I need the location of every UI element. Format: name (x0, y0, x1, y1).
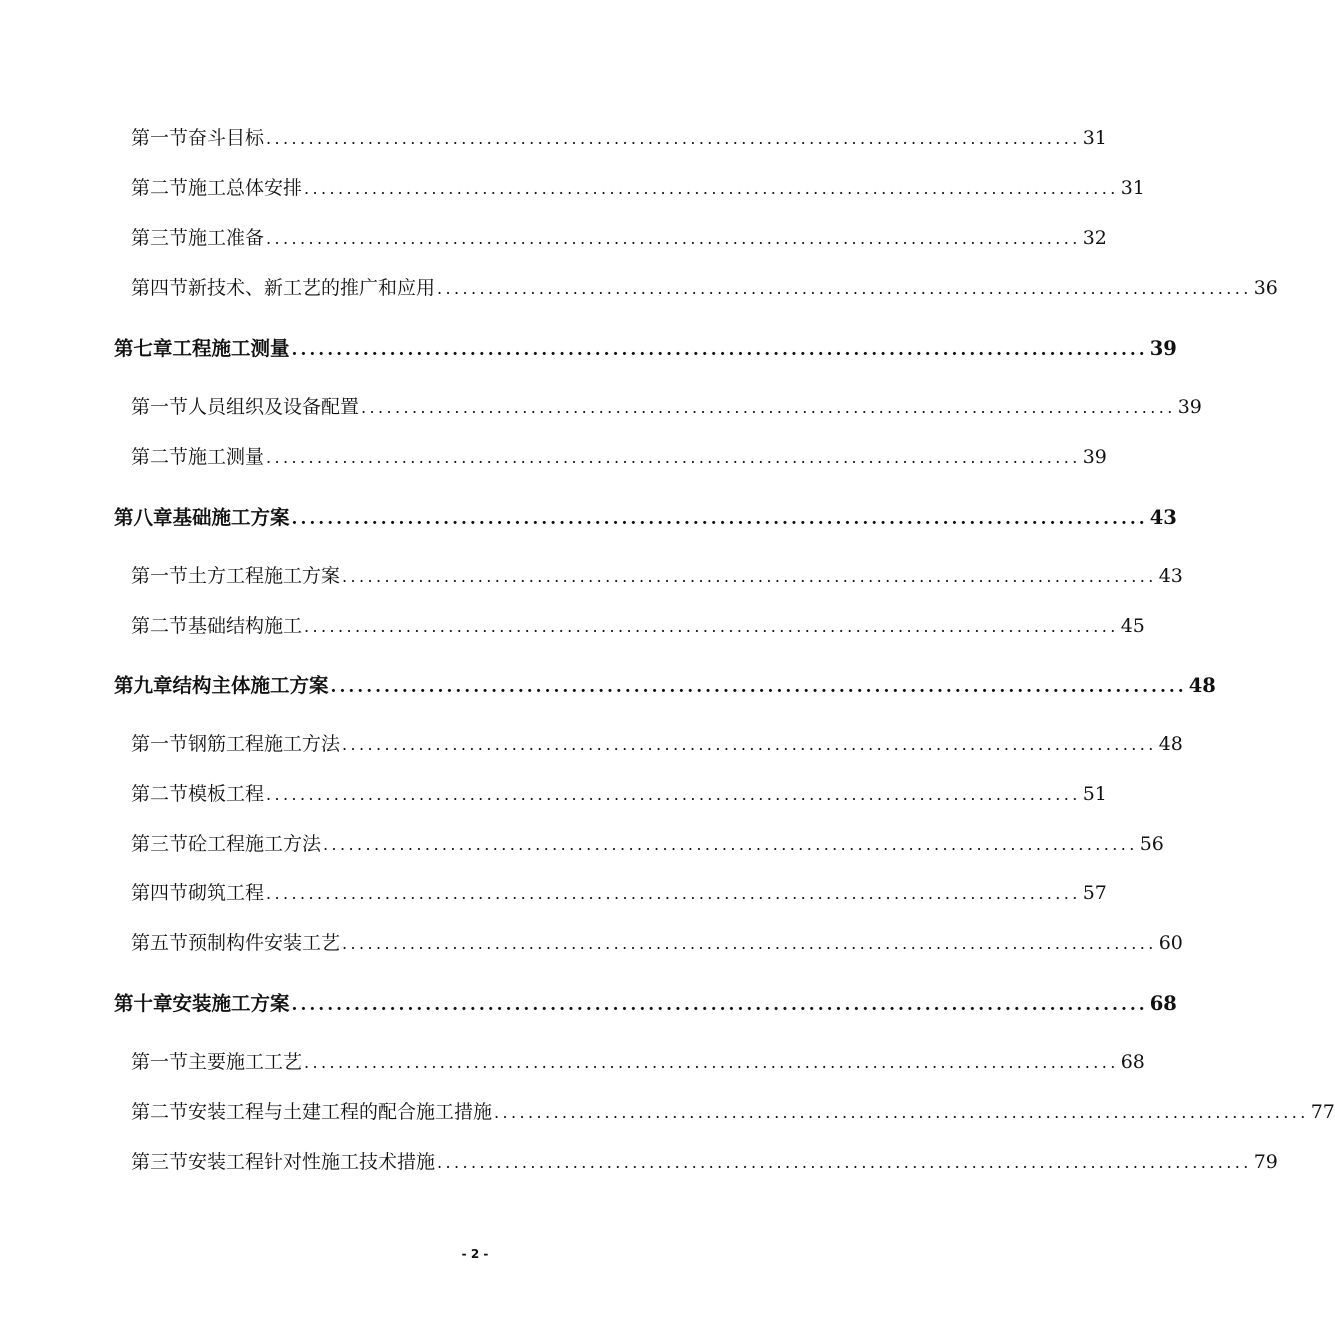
toc-entry-page: 31 (1120, 177, 1145, 199)
toc-entry[interactable] (131, 829, 1164, 856)
toc-chapter-title: 结构主体施工方案 (172, 674, 329, 697)
toc-entry-title: 砌筑工程 (188, 882, 265, 904)
toc-chapter-page: 39 (1149, 337, 1177, 360)
dot-leader: ................................................................................................ (266, 229, 1081, 248)
toc-entry-number: 第一节 (131, 127, 189, 149)
toc-entry[interactable] (131, 729, 1183, 756)
toc-entry[interactable] (131, 611, 1145, 638)
toc-entry-title: 施工准备 (188, 227, 265, 249)
toc-entry-title: 预制构件安装工艺 (188, 932, 341, 954)
dot-leader: ................................................................................................ (323, 835, 1138, 854)
dot-leader: ................................................................................................ (266, 884, 1081, 903)
toc-entry[interactable] (131, 273, 1278, 300)
dot-leader: ................................................................................................ (291, 509, 1148, 529)
toc-chapter-page: 68 (1149, 992, 1177, 1015)
toc-entry[interactable] (131, 779, 1107, 806)
dot-leader: ................................................................................................ (437, 279, 1252, 298)
toc-entry-number: 第一节 (131, 396, 189, 418)
toc-entry-page: 79 (1253, 1151, 1278, 1173)
toc-chapter-page: 43 (1149, 506, 1177, 529)
toc-entry-number: 第五节 (131, 932, 189, 954)
toc-entry-title: 模板工程 (188, 783, 265, 805)
toc-chapter[interactable] (114, 502, 1177, 530)
dot-leader: ................................................................................................ (342, 567, 1157, 586)
toc-entry[interactable] (131, 442, 1107, 469)
toc-entry-title: 主要施工工艺 (188, 1051, 303, 1073)
dot-leader: ................................................................................................ (330, 677, 1187, 697)
toc-entry-page: 36 (1253, 277, 1278, 299)
toc-entry[interactable] (131, 123, 1107, 150)
toc-entry-title: 安装工程针对性施工技术措施 (188, 1151, 436, 1173)
toc-entry-title: 施工总体安排 (188, 177, 303, 199)
toc-chapter-title: 工程施工测量 (172, 337, 290, 360)
dot-leader: ................................................................................................ (291, 340, 1148, 360)
toc-entry-page: 60 (1158, 932, 1183, 954)
toc-entry-title: 人员组织及设备配置 (188, 396, 360, 418)
toc-entry[interactable] (131, 928, 1183, 955)
dot-leader: ................................................................................................ (304, 1053, 1119, 1072)
toc-entry-page: 39 (1177, 396, 1202, 418)
toc-entry-number: 第三节 (131, 833, 189, 855)
toc-entry-title: 钢筋工程施工方法 (188, 733, 341, 755)
toc-entry[interactable] (131, 1097, 1335, 1124)
toc-entry-title: 安装工程与土建工程的配合施工措施 (188, 1101, 493, 1123)
dot-leader: ................................................................................................ (342, 934, 1157, 953)
toc-entry-page: 45 (1120, 615, 1145, 637)
toc-entry-page: 68 (1120, 1051, 1145, 1073)
dot-leader: ................................................................................................ (266, 448, 1081, 467)
toc-entry[interactable] (131, 173, 1145, 200)
toc-entry-number: 第四节 (131, 882, 189, 904)
toc-chapter[interactable] (114, 333, 1177, 361)
toc-entry-page: 51 (1082, 783, 1107, 805)
toc-entry-number: 第一节 (131, 733, 189, 755)
toc-entry[interactable] (131, 1047, 1145, 1074)
toc-chapter-page: 48 (1188, 674, 1216, 697)
toc-entry-page: 48 (1158, 733, 1183, 755)
toc-entry-title: 砼工程施工方法 (188, 833, 322, 855)
dot-leader: ................................................................................................ (266, 129, 1081, 148)
toc-entry[interactable] (131, 1147, 1278, 1174)
toc-entry-title: 土方工程施工方案 (188, 565, 341, 587)
toc-entry-page: 56 (1139, 833, 1164, 855)
toc-entry-number: 第二节 (131, 446, 189, 468)
toc-entry-number: 第三节 (131, 227, 189, 249)
dot-leader: ................................................................................................ (361, 398, 1176, 417)
dot-leader: ................................................................................................ (304, 617, 1119, 636)
toc-entry-number: 第一节 (131, 565, 189, 587)
toc-chapter-number: 第七章 (114, 337, 173, 360)
toc-entry-title: 奋斗目标 (188, 127, 265, 149)
toc-entry[interactable] (131, 561, 1183, 588)
toc-entry-number: 第一节 (131, 1051, 189, 1073)
toc-entry-title: 施工测量 (188, 446, 265, 468)
toc-chapter-number: 第九章 (114, 674, 173, 697)
toc-entry[interactable] (131, 223, 1107, 250)
dot-leader: ................................................................................................ (494, 1103, 1309, 1122)
toc-entry-number: 第二节 (131, 783, 189, 805)
toc-chapter[interactable] (114, 670, 1216, 698)
toc-chapter[interactable] (114, 988, 1177, 1016)
toc-entry[interactable] (131, 392, 1202, 419)
toc-entry-page: 43 (1158, 565, 1183, 587)
dot-leader: ................................................................................................ (291, 995, 1148, 1015)
toc-entry-number: 第二节 (131, 177, 189, 199)
toc-entry-page: 31 (1082, 127, 1107, 149)
toc-entry[interactable] (131, 878, 1107, 905)
page-number-footer: - 2 - (461, 1247, 489, 1261)
dot-leader: ................................................................................................ (437, 1153, 1252, 1172)
toc-entry-page: 32 (1082, 227, 1107, 249)
toc-chapter-number: 第八章 (114, 506, 173, 529)
toc-entry-title: 新技术、新工艺的推广和应用 (188, 277, 436, 299)
toc-entry-page: 39 (1082, 446, 1107, 468)
toc-chapter-title: 安装施工方案 (172, 992, 290, 1015)
dot-leader: ................................................................................................ (342, 735, 1157, 754)
toc-entry-page: 57 (1082, 882, 1107, 904)
toc-entry-number: 第四节 (131, 277, 189, 299)
toc-entry-number: 第三节 (131, 1151, 189, 1173)
toc-chapter-number: 第十章 (114, 992, 173, 1015)
toc-chapter-title: 基础施工方案 (172, 506, 290, 529)
toc-entry-title: 基础结构施工 (188, 615, 303, 637)
toc-entry-page: 77 (1310, 1101, 1335, 1123)
dot-leader: ................................................................................................ (266, 785, 1081, 804)
toc-entry-number: 第二节 (131, 1101, 189, 1123)
toc-entry-number: 第二节 (131, 615, 189, 637)
dot-leader: ................................................................................................ (304, 179, 1119, 198)
